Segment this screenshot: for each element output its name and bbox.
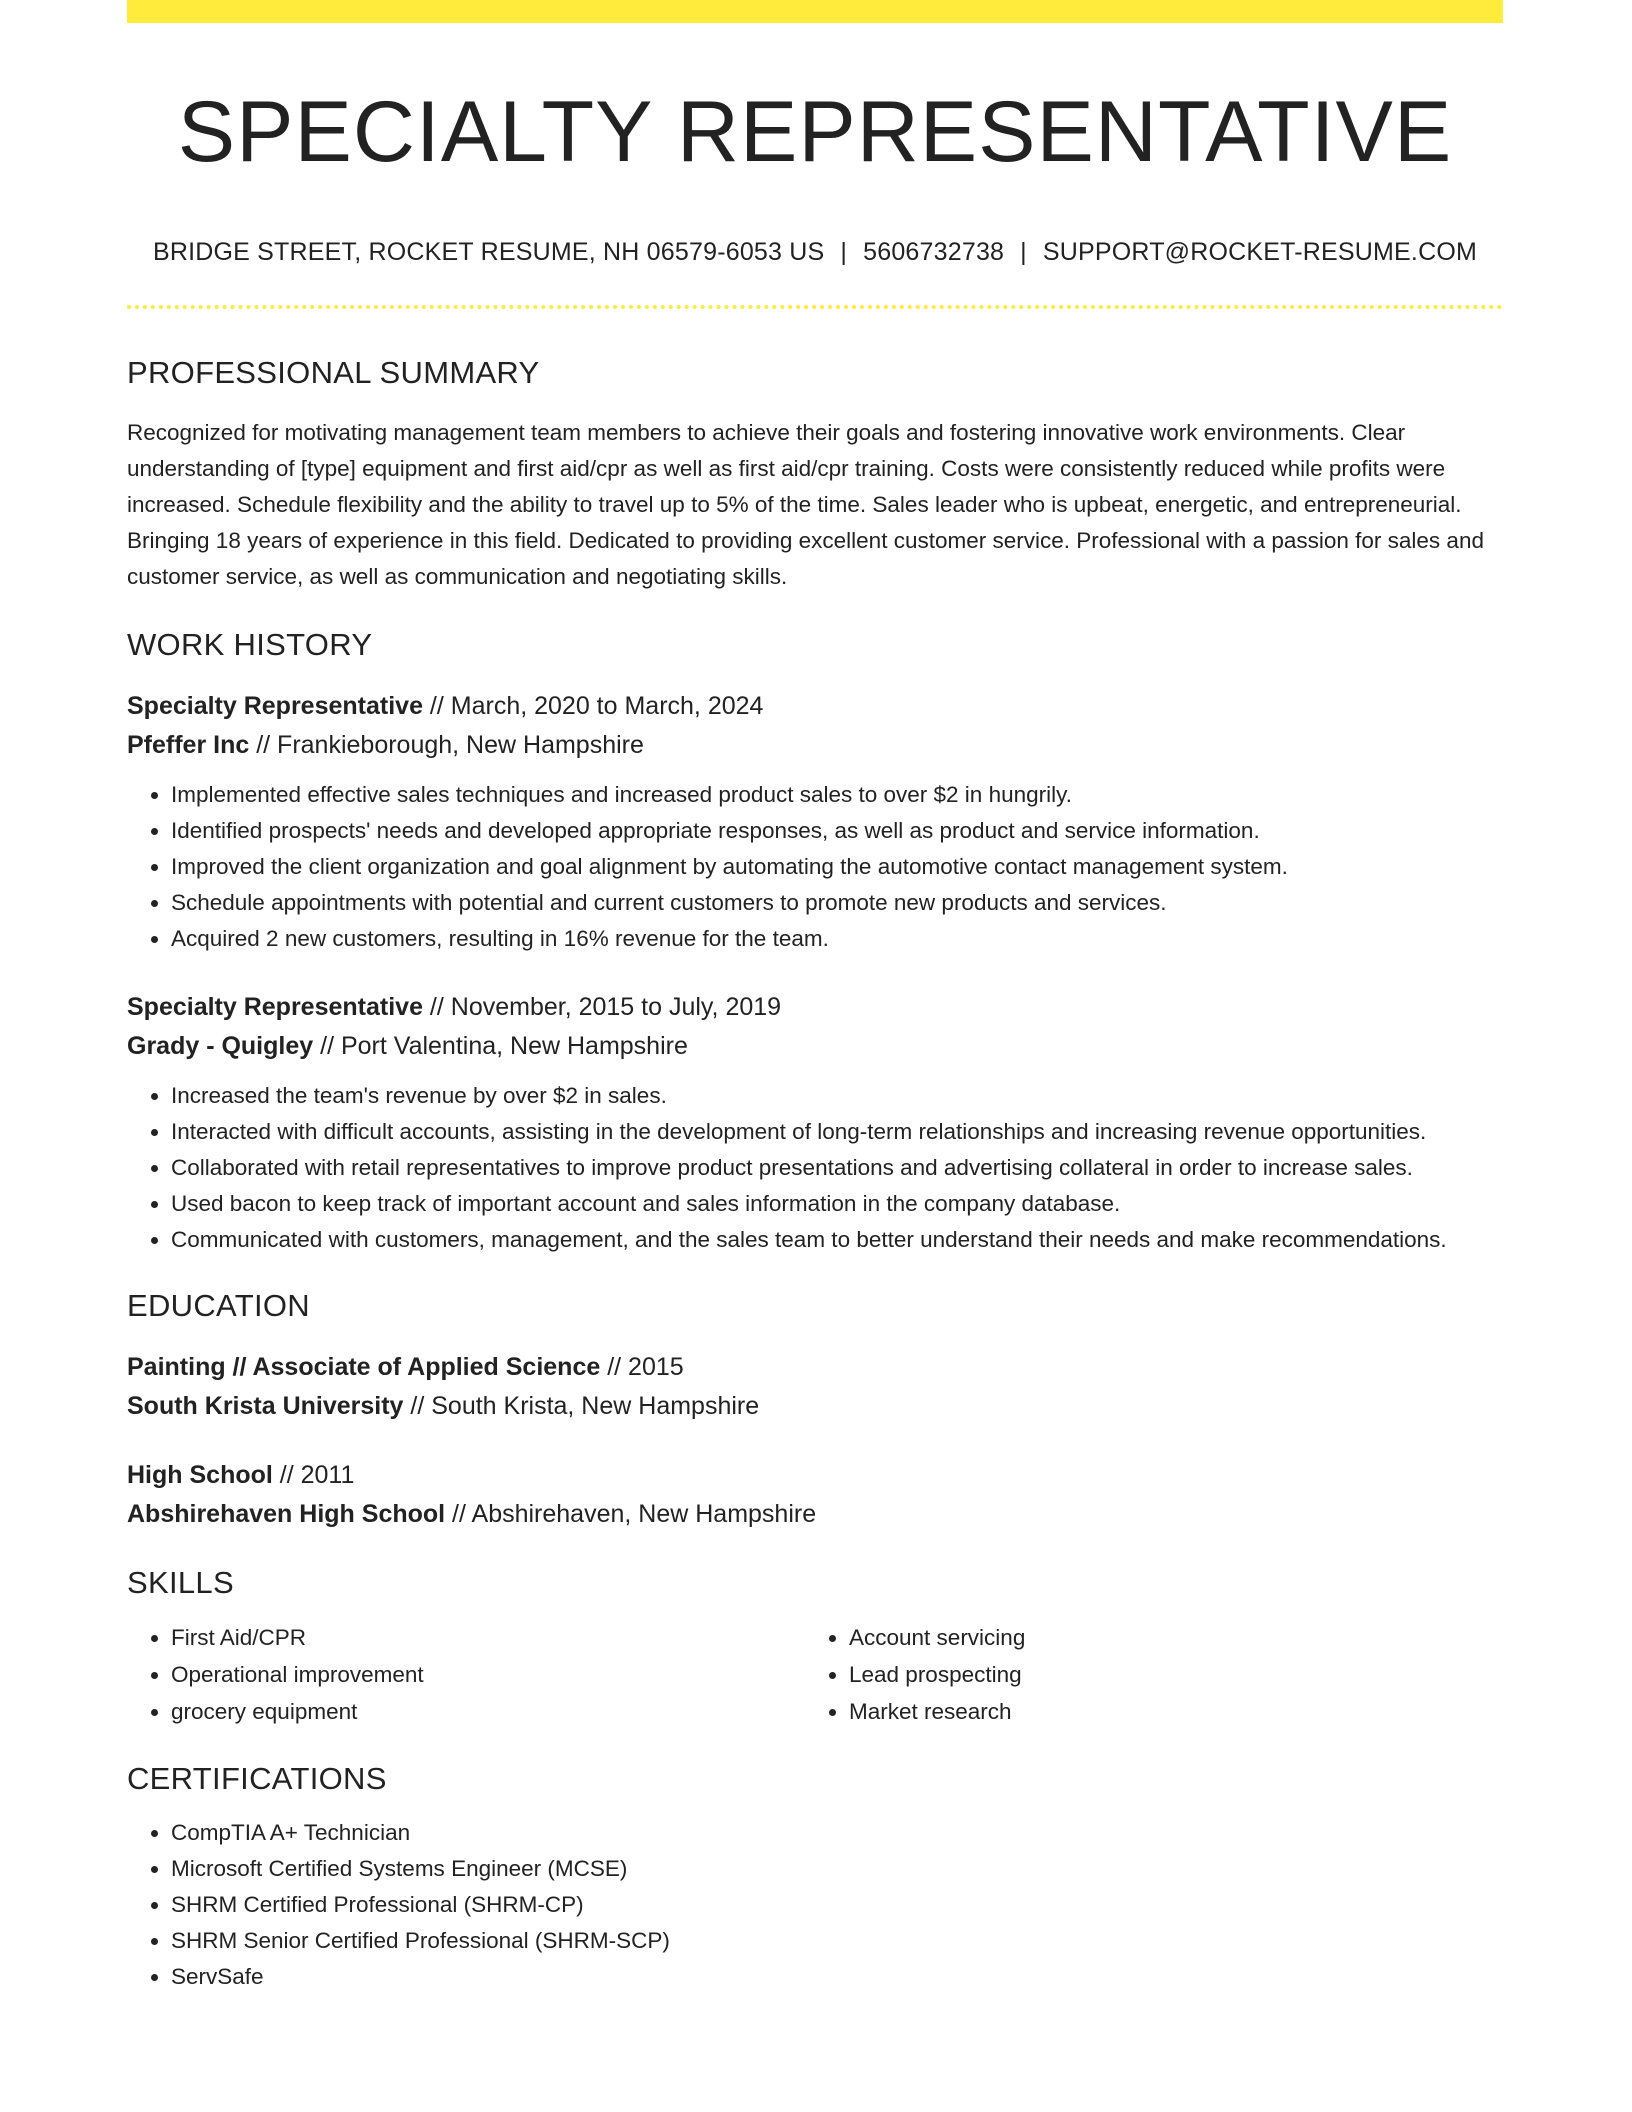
education-year: // 2015 — [600, 1352, 684, 1381]
job-bullet: • Schedule appointments with potential and current customers to promote new products and services. — [171, 885, 1503, 921]
education-school: South Krista University — [127, 1391, 404, 1420]
job-title-line — [127, 988, 1503, 1027]
job-location: // Port Valentina, New Hampshire — [313, 1031, 688, 1060]
skills-columns — [127, 1619, 1503, 1730]
job-bullet: • Improved the client organization and goal alignment by automating the automotive contact management system. — [171, 849, 1503, 885]
contact-address: BRIDGE STREET, ROCKET RESUME, NH 06579-6053 US — [152, 237, 825, 266]
skills-list-right — [805, 1619, 1479, 1730]
job-bullet: • Collaborated with retail representatives to improve product presentations and advertising collateral in order to increase sales. — [171, 1150, 1503, 1186]
education-degree: Painting // Associate of Applied Science — [127, 1352, 601, 1381]
job-role: Specialty Representative — [127, 992, 423, 1021]
contact-separator: | — [1020, 237, 1027, 266]
job-bullets — [127, 777, 1503, 957]
job-role: Specialty Representative — [127, 691, 423, 720]
contact-line — [127, 238, 1503, 267]
skill-item: • Lead prospecting — [849, 1656, 1479, 1693]
contact-phone: 5606732738 — [863, 237, 1005, 266]
certification-item: • CompTIA A+ Technician — [171, 1815, 1503, 1851]
work-history-heading: WORK HISTORY — [127, 626, 373, 662]
job-dates: // November, 2015 to July, 2019 — [422, 992, 782, 1021]
resume-page — [127, 0, 1503, 1995]
education-degree-line — [127, 1456, 1503, 1495]
job-company-line — [127, 726, 1503, 765]
contact-email: SUPPORT@ROCKET-RESUME.COM — [1042, 237, 1478, 266]
certification-item: • SHRM Senior Certified Professional (SHRM-SCP) — [171, 1923, 1503, 1959]
job-bullet: • Identified prospects' needs and developed appropriate responses, as well as product and service information. — [171, 813, 1503, 849]
education-entry — [127, 1456, 1503, 1534]
job-company: Grady - Quigley — [127, 1031, 314, 1060]
skill-item: • First Aid/CPR — [171, 1619, 805, 1656]
job-bullets — [127, 1078, 1503, 1258]
education-heading: EDUCATION — [127, 1287, 310, 1323]
certification-item: • ServSafe — [171, 1959, 1503, 1995]
education-location: // South Krista, New Hampshire — [403, 1391, 760, 1420]
certifications-heading: CERTIFICATIONS — [127, 1760, 387, 1796]
job-bullet: • Increased the team's revenue by over $2 in sales. — [171, 1078, 1503, 1114]
skill-item: • Operational improvement — [171, 1656, 805, 1693]
job-title-line — [127, 687, 1503, 726]
skills-heading: SKILLS — [127, 1564, 234, 1600]
certification-item: • Microsoft Certified Systems Engineer (MCSE) — [171, 1851, 1503, 1887]
contact-separator: | — [840, 237, 848, 266]
certifications-list — [127, 1815, 1503, 1995]
job-entry — [127, 687, 1503, 957]
skills-list-left — [127, 1619, 805, 1730]
education-degree: High School — [127, 1460, 273, 1489]
job-company-line — [127, 1027, 1503, 1066]
skill-item: • grocery equipment — [171, 1693, 805, 1730]
top-accent-bar — [127, 0, 1503, 23]
education-location: // Abshirehaven, New Hampshire — [445, 1499, 817, 1528]
dotted-divider — [127, 305, 1503, 309]
skill-item: • Account servicing — [849, 1619, 1479, 1656]
summary-heading: PROFESSIONAL SUMMARY — [127, 354, 540, 390]
job-bullet: • Communicated with customers, management, and the sales team to better understand their needs and make recommendations. — [171, 1222, 1503, 1258]
job-bullet: • Used bacon to keep track of important account and sales information in the company database. — [171, 1186, 1503, 1222]
job-bullet: • Interacted with difficult accounts, assisting in the development of long-term relationships and increasing revenue opportunities. — [171, 1114, 1503, 1150]
job-bullet: • Acquired 2 new customers, resulting in 16% revenue for the team. — [171, 921, 1503, 957]
job-dates: // March, 2020 to March, 2024 — [422, 691, 764, 720]
certification-item: • SHRM Certified Professional (SHRM-CP) — [171, 1887, 1503, 1923]
job-entry — [127, 988, 1503, 1258]
job-bullet: • Implemented effective sales techniques and increased product sales to over $2 in hungrily. — [171, 777, 1503, 813]
resume-title: SPECIALTY REPRESENTATIVE — [177, 84, 1453, 180]
summary-text: Recognized for motivating management team members to achieve their goals and fostering innovative work environments. Clear understanding of [type] equipment and first aid/cpr as well as first aid/cpr training. Costs were consistently reduced while profits were increased. Schedule flexibility and the ability to travel up to 5% of the time. Sales leader who is upbeat, energetic, and entrepreneurial. Bringing 18 years of experience in this field. Dedicated to providing excellent customer service. Professional with a passion for sales and customer service, as well as communication and negotiating skills. — [127, 419, 1484, 589]
education-entry — [127, 1348, 1503, 1426]
skill-item: • Market research — [849, 1693, 1479, 1730]
job-location: // Frankieborough, New Hampshire — [249, 730, 644, 759]
education-school: Abshirehaven High School — [127, 1499, 446, 1528]
education-year: // 2011 — [272, 1460, 355, 1489]
education-school-line — [127, 1387, 1503, 1426]
education-degree-line — [127, 1348, 1503, 1387]
job-company: Pfeffer Inc — [127, 730, 250, 759]
education-school-line — [127, 1495, 1503, 1534]
